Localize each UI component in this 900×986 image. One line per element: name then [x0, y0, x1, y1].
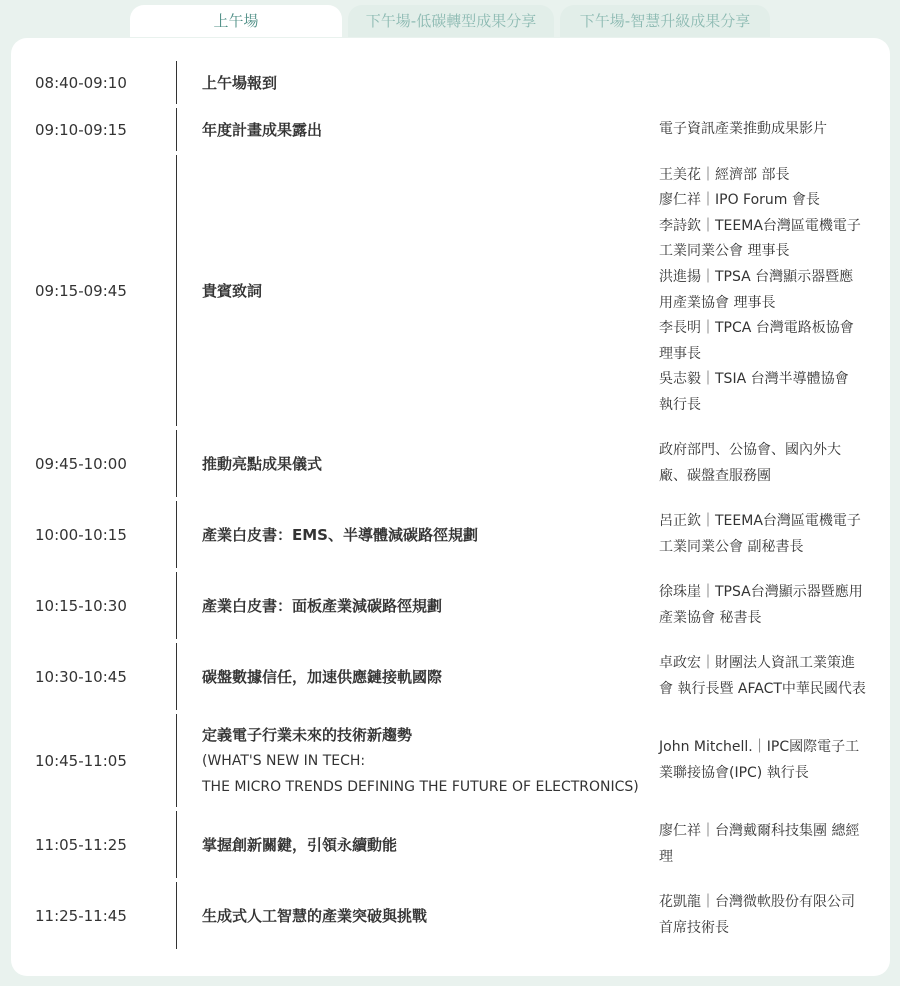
- session-title: 掌握創新關鍵，引領永續動能: [202, 835, 398, 854]
- schedule-row: [11, 572, 890, 639]
- session-title: 定義電子行業未來的技術新趨勢: [202, 725, 413, 744]
- schedule-row: [11, 108, 890, 151]
- session-topic: [177, 714, 659, 807]
- schedule-row: [11, 501, 890, 568]
- session-title: 碳盤數據信任，加速供應鏈接軌國際: [202, 667, 443, 686]
- speaker-line: 廠、碳盤查服務團: [659, 467, 771, 484]
- tab-afternoon-low-carbon[interactable]: 下午場-低碳轉型成果分享: [348, 5, 554, 37]
- tab-afternoon-smart-upgrade[interactable]: 下午場-智慧升級成果分享: [560, 5, 770, 37]
- schedule-row: [11, 61, 890, 104]
- session-time: 08:40-09:10: [11, 61, 177, 104]
- speaker-line: 執行長: [659, 396, 701, 413]
- session-subtitle-line: (WHAT'S NEW IN TECH:: [202, 752, 366, 769]
- session-time: 10:45-11:05: [11, 714, 177, 807]
- speaker-line: 廖仁祥｜IPO Forum 會長: [659, 192, 820, 209]
- session-speakers: [659, 430, 869, 497]
- session-title: 產業白皮書：EMS、半導體減碳路徑規劃: [202, 525, 478, 544]
- speaker-line: 理: [659, 848, 673, 865]
- speaker-line: 理事長: [659, 345, 701, 362]
- session-time: 09:10-09:15: [11, 108, 177, 151]
- schedule-row: [11, 643, 890, 710]
- session-topic: [177, 430, 659, 497]
- session-topic: [177, 882, 659, 949]
- session-title: 上午場報到: [202, 73, 278, 92]
- session-speakers: [659, 811, 869, 878]
- tab-morning[interactable]: 上午場: [130, 5, 342, 37]
- session-tabs: [130, 5, 770, 37]
- session-time: 11:25-11:45: [11, 882, 177, 949]
- session-topic: [177, 61, 659, 104]
- speaker-line: 工業同業公會 副秘書長: [659, 538, 804, 555]
- schedule-row: [11, 882, 890, 949]
- speaker-line: 花凱龍｜台灣微軟股份有限公司: [659, 893, 855, 910]
- session-time: 09:45-10:00: [11, 430, 177, 497]
- speaker-line: 卓政宏｜財團法人資訊工業策進: [659, 654, 855, 671]
- session-time: 11:05-11:25: [11, 811, 177, 878]
- session-topic: [177, 811, 659, 878]
- session-speakers: [659, 714, 869, 807]
- schedule-row: [11, 155, 890, 426]
- session-title: 貴賓致詞: [202, 281, 263, 300]
- speaker-line: 首席技術長: [659, 919, 729, 936]
- speaker-line: 業聯接協會(IPC) 執行長: [659, 764, 809, 781]
- speaker-line: 廖仁祥｜台灣戴爾科技集團 總經: [659, 822, 860, 839]
- speaker-line: 李詩欽｜TEEMA台灣區電機電子: [659, 217, 861, 234]
- speaker-line: 會 執行長暨 AFACT中華民國代表: [659, 680, 866, 697]
- speaker-line: 吳志毅｜TSIA 台灣半導體協會: [659, 371, 849, 388]
- session-topic: [177, 155, 659, 426]
- speaker-line: 用產業協會 理事長: [659, 294, 776, 311]
- speaker-line: 電子資訊產業推動成果影片: [659, 120, 827, 137]
- session-speakers: [659, 643, 869, 710]
- session-title: 產業白皮書：面板產業減碳路徑規劃: [202, 596, 443, 615]
- session-topic: [177, 643, 659, 710]
- speaker-line: 徐珠崖｜TPSA台灣顯示器暨應用: [659, 583, 863, 600]
- schedule-list: [11, 61, 890, 953]
- speaker-line: 產業協會 秘書長: [659, 609, 762, 626]
- speaker-line: John Mitchell.｜IPC國際電子工: [659, 738, 860, 755]
- session-speakers: [659, 108, 869, 151]
- session-topic: [177, 108, 659, 151]
- session-topic: [177, 572, 659, 639]
- session-topic: [177, 501, 659, 568]
- session-time: 10:30-10:45: [11, 643, 177, 710]
- session-title: 推動亮點成果儀式: [202, 454, 323, 473]
- session-speakers: [659, 501, 869, 568]
- session-time: 09:15-09:45: [11, 155, 177, 426]
- session-speakers: [659, 61, 869, 104]
- speaker-line: 洪進揚｜TPSA 台灣顯示器暨應: [659, 268, 854, 285]
- session-speakers: [659, 572, 869, 639]
- schedule-row: [11, 811, 890, 878]
- speaker-line: 工業同業公會 理事長: [659, 243, 790, 260]
- speaker-line: 政府部門、公協會、國內外大: [659, 441, 841, 458]
- speaker-line: 呂正欽｜TEEMA台灣區電機電子: [659, 512, 861, 529]
- session-title: 年度計畫成果露出: [202, 120, 323, 139]
- session-speakers: [659, 882, 869, 949]
- session-speakers: [659, 155, 869, 426]
- speaker-line: 王美花｜經濟部 部長: [659, 166, 790, 183]
- session-subtitle-line: THE MICRO TRENDS DEFINING THE FUTURE OF ELECTRONICS): [202, 778, 639, 795]
- schedule-row: [11, 714, 890, 807]
- session-time: 10:15-10:30: [11, 572, 177, 639]
- session-time: 10:00-10:15: [11, 501, 177, 568]
- speaker-line: 李長明｜TPCA 台灣電路板協會: [659, 320, 854, 337]
- session-title: 生成式人工智慧的產業突破與挑戰: [202, 906, 428, 925]
- schedule-row: [11, 430, 890, 497]
- schedule-card: [11, 38, 890, 976]
